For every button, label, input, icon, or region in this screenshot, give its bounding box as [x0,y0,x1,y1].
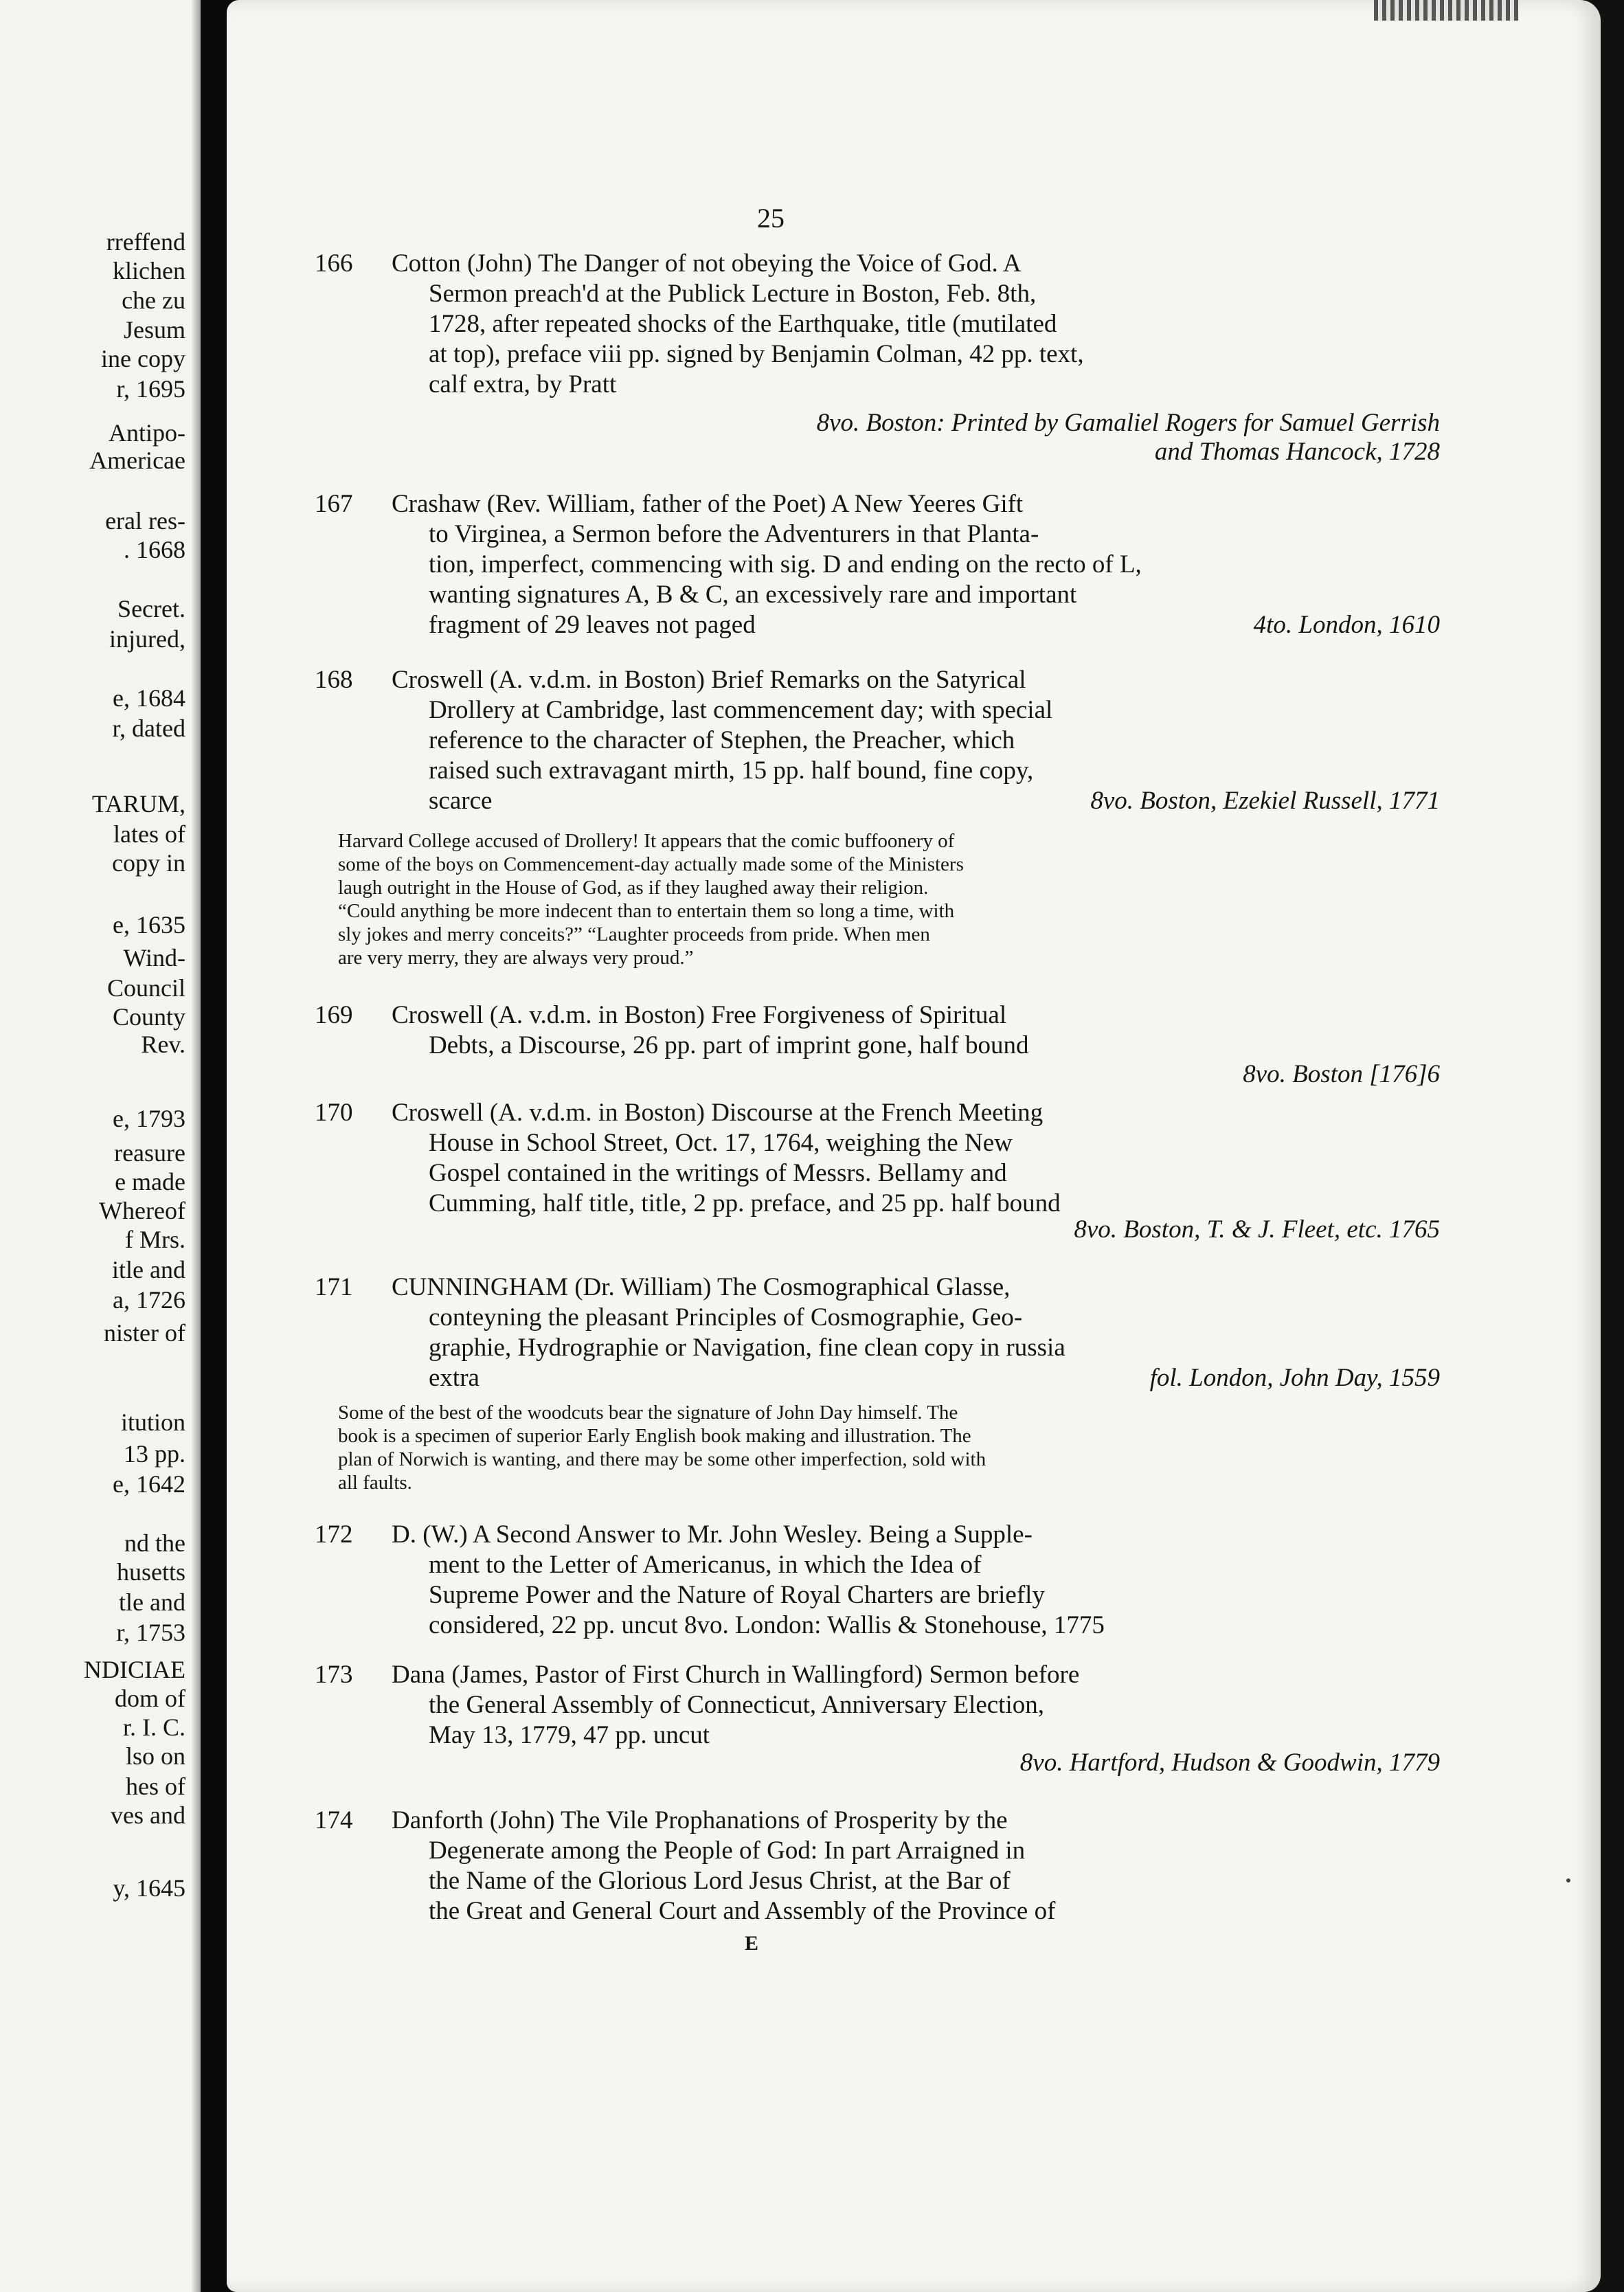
entry-number: 170 [315,1099,353,1127]
left-margin-fragment: e made [115,1168,185,1195]
entry-line: 1728, after repeated shocks of the Earthquake, title (mutilated [429,310,1057,338]
left-margin-fragment: copy in [112,849,185,877]
entry-line: Danforth (John) The Vile Prophanations of Prosperity by the [392,1806,1008,1834]
entry-line: May 13, 1779, 47 pp. uncut [429,1721,710,1749]
binding-fragment [1374,0,1518,21]
left-margin-fragment: r, dated [112,715,185,742]
entry-note-line: book is a specimen of superior Early English book making and illustration. The [338,1425,971,1447]
entry-note-line: all faults. [338,1472,412,1494]
entry-line: tion, imperfect, commencing with sig. D and ending on the recto of L, [429,550,1142,578]
entry-number: 174 [315,1806,353,1834]
left-margin-fragment: r. I. C. [122,1714,185,1741]
left-margin-fragment: e, 1635 [113,911,185,939]
entry-line: CUNNINGHAM (Dr. William) The Cosmographical Glasse, [392,1273,1011,1301]
entry-line: calf extra, by Pratt [429,370,617,398]
entry-line: the Name of the Glorious Lord Jesus Christ, at the Bar of [429,1867,1011,1895]
left-margin-fragment: reasure [114,1139,185,1167]
left-margin-fragment: r, 1695 [116,375,185,403]
entry-line: raised such extravagant mirth, 15 pp. half bound, fine copy, [429,756,1034,785]
entry-line: Crashaw (Rev. William, father of the Poet) A New Yeeres Gift [392,490,1024,518]
entry-imprint: 8vo. Boston, Ezekiel Russell, 1771 [1090,787,1440,815]
entry-line: the Great and General Court and Assembly of the Province of [429,1897,1056,1925]
entry-line: wanting signatures A, B & C, an excessively rare and important [429,581,1077,609]
entry-imprint: 8vo. Boston [176]6 [1243,1060,1440,1088]
entry-line: fragment of 29 leaves not paged [429,611,756,639]
left-margin-fragment: Antipo- [109,419,185,447]
entry-number: 171 [315,1273,353,1301]
left-margin-fragment: e, 1642 [113,1470,185,1498]
entry-line: Dana (James, Pastor of First Church in Wallingford) Sermon before [392,1661,1080,1689]
left-margin-fragment: Council [107,974,185,1002]
entry-imprint: fol. London, John Day, 1559 [1149,1364,1440,1392]
margin-mark [1566,1878,1570,1883]
left-margin-fragment: Wind- [123,944,185,971]
left-margin-fragment: lso on [125,1742,185,1770]
left-margin-fragment: nd the [124,1529,185,1557]
left-margin-fragment: che zu [122,286,185,314]
entry-line: graphie, Hydrographie or Navigation, fine clean copy in russia [429,1334,1065,1362]
entry-line: conteyning the pleasant Principles of Cosmographie, Geo- [429,1303,1023,1332]
page-edge-shadow [191,0,201,2292]
left-margin-fragment: Rev. [141,1031,185,1058]
left-margin-fragment: rreffend [106,228,185,256]
left-margin-fragment: ves and [111,1801,185,1829]
left-margin-fragment: Americae [89,447,185,474]
entry-line: Croswell (A. v.d.m. in Boston) Brief Remarks on the Satyrical [392,666,1026,694]
entry-line: Croswell (A. v.d.m. in Boston) Discourse at the French Meeting [392,1099,1044,1127]
left-margin-fragment: nister of [104,1319,185,1347]
left-margin-fragment: itution [120,1408,185,1436]
entry-imprint: 8vo. Hartford, Hudson & Goodwin, 1779 [1019,1749,1440,1777]
left-margin-fragment: Jesum [124,316,185,344]
left-margin-fragment: NDICIAE [84,1656,185,1683]
entry-note-line: some of the boys on Commencement-day actually made some of the Ministers [338,853,964,875]
left-margin-fragment: TARUM, [91,790,185,818]
left-margin-fragment: itle and [112,1256,185,1283]
entry-line: considered, 22 pp. uncut 8vo. London: Wallis & Stonehouse, 1775 [429,1611,1105,1639]
left-margin-fragment: eral res- [105,507,185,535]
entry-number: 169 [315,1001,353,1029]
entry-note-line: Some of the best of the woodcuts bear the signature of John Day himself. The [338,1402,958,1424]
signature-mark: E [745,1932,759,1955]
left-margin-fragment: injured, [109,625,185,653]
page-number: 25 [757,203,785,234]
left-margin-fragment: . 1668 [124,536,185,563]
entry-imprint: 8vo. Boston, T. & J. Fleet, etc. 1765 [1074,1215,1440,1244]
entry-line: Cumming, half title, title, 2 pp. preface, and 25 pp. half bound [429,1189,1061,1217]
entry-line: Supreme Power and the Nature of Royal Charters are briefly [429,1581,1045,1609]
entry-line: Debts, a Discourse, 26 pp. part of imprint gone, half bound [429,1031,1029,1059]
left-margin-fragment: hes of [126,1773,185,1800]
entry-line: at top), preface viii pp. signed by Benjamin Colman, 42 pp. text, [429,340,1084,368]
left-margin-fragment: husetts [116,1558,185,1586]
entry-line: extra [429,1364,480,1392]
entry-line: Sermon preach'd at the Publick Lecture in Boston, Feb. 8th, [429,280,1037,308]
entry-line: scarce [429,787,493,815]
left-margin-fragment: dom of [115,1685,185,1712]
entry-line: reference to the character of Stephen, the Preacher, which [429,726,1015,754]
left-margin-fragment: r, 1753 [116,1619,185,1646]
entry-line: to Virginea, a Sermon before the Adventurers in that Planta- [429,520,1039,548]
entry-note-line: sly jokes and merry conceits?” “Laughter proceeds from pride. When men [338,923,930,945]
entry-line: Drollery at Cambridge, last commencement day; with special [429,696,1053,724]
left-margin-fragment: lates of [113,820,185,848]
entry-line: Cotton (John) The Danger of not obeying the Voice of God. A [392,249,1022,278]
entry-line: D. (W.) A Second Answer to Mr. John Wesley. Being a Supple- [392,1520,1033,1549]
entry-line: Croswell (A. v.d.m. in Boston) Free Forgiveness of Spiritual [392,1001,1007,1029]
left-margin-fragment: Secret. [117,595,185,622]
entry-line: Degenerate among the People of God: In part Arraigned in [429,1836,1026,1865]
catalogue-page [227,0,1601,2292]
left-margin-fragment: tle and [119,1588,185,1616]
entry-imprint: 8vo. Boston: Printed by Gamaliel Rogers for Samuel Gerrish [816,409,1440,437]
entry-line: Gospel contained in the writings of Messrs. Bellamy and [429,1159,1007,1187]
left-margin-fragment: County [112,1003,185,1031]
entry-note-line: Harvard College accused of Drollery! It appears that the comic buffoonery of [338,830,955,852]
left-margin-fragment: e, 1793 [113,1105,185,1132]
entry-line: House in School Street, Oct. 17, 1764, weighing the New [429,1129,1013,1157]
left-margin-fragment: f Mrs. [125,1226,185,1253]
entry-note-line: laugh outright in the House of God, as if they laughed away their religion. [338,877,929,899]
entry-number: 166 [315,249,353,278]
entry-note-line: “Could anything be more indecent than to entertain them so long a time, with [338,900,955,922]
left-margin-fragment: Whereof [99,1197,185,1224]
entry-line: ment to the Letter of Americanus, in which the Idea of [429,1551,982,1579]
left-margin-fragment: a, 1726 [113,1286,185,1314]
left-margin-fragment: klichen [113,257,185,284]
entry-line: the General Assembly of Connecticut, Anniversary Election, [429,1691,1044,1719]
entry-number: 168 [315,666,353,694]
entry-note-line: are very merry, they are always very proud.” [338,947,694,969]
left-margin-fragment: ine copy [101,345,185,372]
entry-number: 172 [315,1520,353,1549]
entry-number: 167 [315,490,353,518]
left-margin-fragment: y, 1645 [113,1874,185,1902]
entry-note-line: plan of Norwich is wanting, and there may be some other imperfection, sold with [338,1448,986,1470]
left-margin-fragment: 13 pp. [124,1440,185,1468]
entry-number: 173 [315,1661,353,1689]
entry-imprint: 4to. London, 1610 [1253,611,1440,639]
left-facing-page [0,0,201,2292]
left-margin-fragment: e, 1684 [113,684,185,712]
entry-imprint: and Thomas Hancock, 1728 [1154,438,1440,466]
